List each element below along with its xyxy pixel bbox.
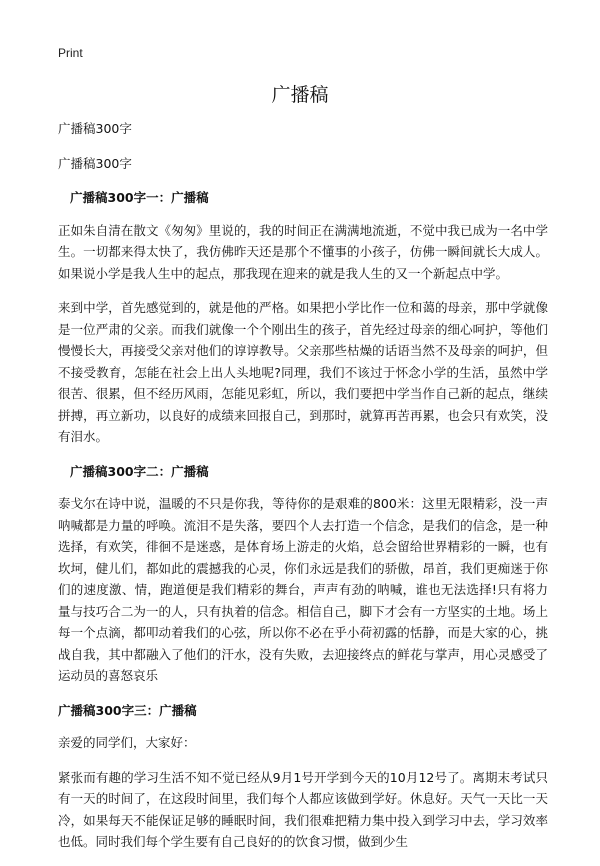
section-1-paragraph-1: 正如朱自清在散文《匆匆》里说的，我的时间正在满满地流逝，不觉中我已成为一名中学生。一切都来得太快了，我仿佛昨天还是那个不懂事的小孩子，仿佛一瞬间就长大成人。如果说小学是我人生中的起点，那我现在迎来的就是我人生的又一个新起点中学。 <box>58 222 548 281</box>
print-link[interactable]: Print <box>58 46 83 60</box>
section-3-paragraph-1: 亲爱的同学们，大家好： <box>58 735 196 750</box>
section-heading-1: 广播稿300字一：广播稿 <box>70 190 209 205</box>
section-1-paragraph-2: 来到中学，首先感觉到的，就是他的严格。如果把小学比作一位和蔼的母亲，那中学就像是一位严肃的父亲。而我们就像一个个刚出生的孩子，首先经过母亲的细心呵护，等他们慢慢长大，再接受父亲对他们的谆谆教导。父亲那些枯燥的话语当然不及母亲的呵护，但不接受教育，怎能在社会上出人头地呢?同理，我们不该过于怀念小学的生活，虽然中学很苦、很累，但不经历风雨，怎能见彩虹，所以，我们要把中学当作自己新的起点，继续拼搏，再立新功，以良好的成绩来回报自己，到那时，就算再苦再累，也会只有欢笑，没有泪水。 <box>58 300 548 444</box>
subtitle-line-2: 广播稿300字 <box>58 155 132 171</box>
section-heading-2: 广播稿300字二：广播稿 <box>70 463 209 479</box>
section-heading-3: 广播稿300字三：广播稿 <box>58 702 197 718</box>
document-body <box>58 118 548 866</box>
section-3-paragraph-2: 紧张而有趣的学习生活不知不觉已经从9月1号开学到今天的10月12号了。离期末考试只有一天的时间了，在这段时间里，我们每个人都应该做到学好。休息好。天气一天比一天冷，如果每天不能保证足够的睡眠时间，我们很难把精力集中投入到学习中去，学习效率也低。同时我们每个学生要有自己良好的的饮食习惯，做到少生 <box>58 769 548 849</box>
page-title: 广播稿 <box>271 84 329 106</box>
subtitle-line-1: 广播稿300字 <box>58 121 132 136</box>
section-2-paragraph-1: 泰戈尔在诗中说，温暖的不只是你我，等待你的是艰难的800米：这里无限精彩，没一声呐喊都是力量的呼唤。流泪不是失落，要四个人去打造一个信念，是我们的信念，是一种选择，有欢笑，徘徊不是迷惑，是体育场上游走的火焰，总会留给世界精彩的一瞬，也有坎坷，健儿们，都如此的震撼我的心灵，你们永远是我们的骄傲，昂首，我们更痴迷于你们的速度激、情，跑道便是我们精彩的舞台，声声有劲的呐喊，谁也无法选择!只有将力量与技巧合二为一的人，只有执着的信念。相信自己，脚下才会有一方坚实的土地。场上每一个点滴，都叩动着我们的心弦，所以你不必在乎小荷初露的恬静，而是大家的心，挑战自我，其中都融入了他们的汗水，没有失败，去迎接终点的鲜花与掌声，用心灵感受了运动员的喜怒哀乐 <box>58 496 548 683</box>
